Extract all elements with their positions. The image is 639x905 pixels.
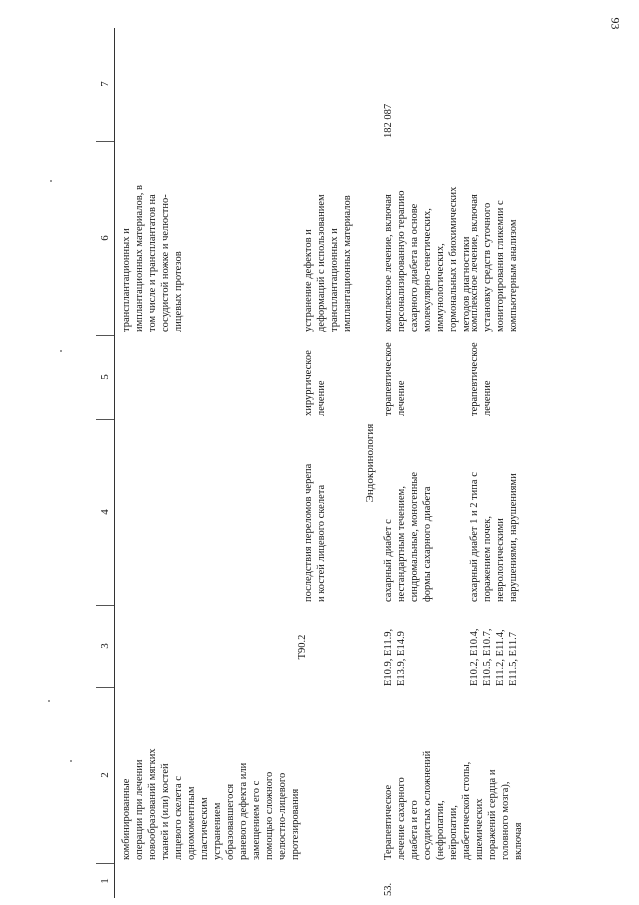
header-col-7: 7	[96, 27, 114, 142]
scan-speck	[60, 350, 62, 352]
continuation-col2: комбинированные операции при лечении новообразований мягких тканей и (или) костей лицевого скелета с одномоментным пластическим устранением образовавшегося раневого дефекта или замещением его с помощью сложного челюстно-лицевого протезирования	[121, 748, 302, 860]
page-number: 93	[608, 17, 623, 30]
continuation-col6: трансплантационных и имплантационных материалов, в том числе и трансплантатов на сосудистой ножке и челюстно- лицевых протезов	[121, 185, 185, 332]
row-53-diagnosis-b: сахарный диабет 1 и 2 типа с поражением почек, неврологическими нарушениями, нарушениями	[469, 472, 520, 602]
row-53-number: 53.	[383, 882, 394, 896]
header-col-6: 6	[96, 141, 114, 336]
header-row	[96, 28, 115, 898]
header-col-1: 1	[99, 878, 111, 884]
t90-treatment: хирургическое лечение	[303, 350, 328, 416]
t90-method: устранение дефектов и деформаций с использованием трансплантационных и имплантационных материалов	[303, 194, 354, 332]
header-col-2: 2	[96, 687, 114, 864]
scan-speck	[70, 760, 72, 762]
row-53-cost: 182 087	[383, 103, 394, 138]
row-53-diagnosis-a: сахарный диабет с нестандартным течением, синдромальные, моногенные формы сахарного диабета	[383, 471, 434, 602]
row-53-method-a: комплексное лечение, включая персонализированную терапию сахарного диабета на основе молекулярно-генетических, иммунологических, гормональных и биохимических методов диагностики	[383, 186, 473, 332]
scan-speck	[50, 180, 52, 182]
section-title-endocrinology: Эндокринология	[364, 423, 376, 503]
row-53-treatment-b: терапевтическое лечение	[469, 342, 494, 416]
header-col-3: 3	[96, 605, 114, 688]
t90-diagnosis: последствия переломов черепа и костей лицевого скелета	[303, 463, 328, 602]
services-table	[96, 28, 536, 898]
t90-code: T90.2	[297, 634, 308, 660]
rotated-table-area	[96, 28, 636, 898]
row-53-codes-b: E10.2, E10.4, E10.5, E10.7, E11.2, E11.4, E11.5, E11.7	[469, 628, 520, 686]
header-col-4: 4	[96, 419, 114, 606]
row-53-codes-a: E10.9, E11.9, E13.9, E14.9	[383, 628, 408, 686]
row-53-method-b: комплексное лечение, включая установку средств суточного мониторирования гликемии с компьютерным анализом	[469, 194, 520, 332]
header-col-5: 5	[96, 335, 114, 420]
scan-speck	[48, 700, 50, 702]
row-53-name: Терапевтическое лечение сахарного диабета и его сосудистых осложнений (нефропатии, нейропатии, диабетической стопы, ишемических поражений сердца и головного мозга), включая	[383, 750, 525, 860]
row-53-treatment-a: терапевтическое лечение	[383, 342, 408, 416]
